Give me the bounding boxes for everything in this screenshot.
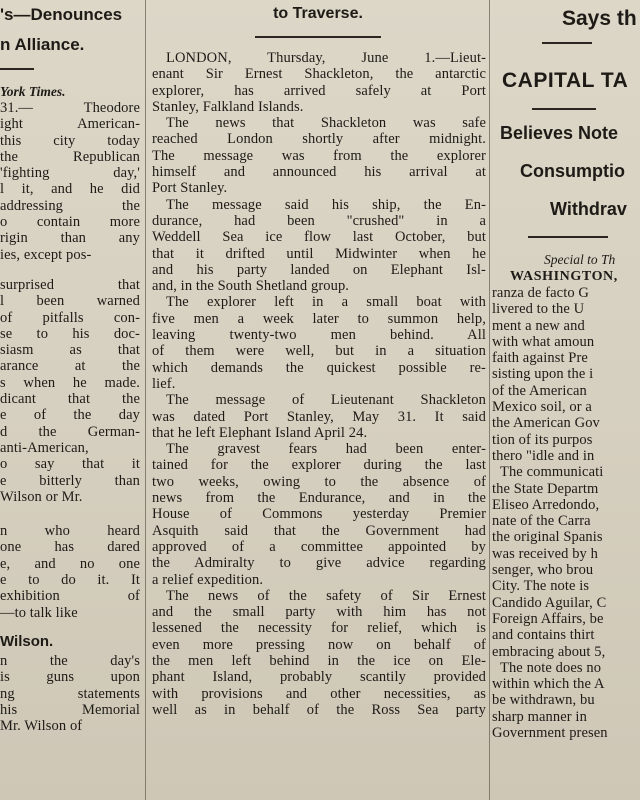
- right-line: ranza de facto G: [492, 285, 589, 301]
- right-line: and contains thirt: [492, 627, 595, 644]
- right-line: Foreign Affairs, be: [492, 610, 604, 627]
- article-line: that it drifted until Midwinter when he: [152, 245, 486, 262]
- right-dateline: WASHINGTON,: [510, 269, 618, 284]
- right-line: was received by h: [492, 545, 598, 562]
- left-line: this city today: [0, 132, 140, 149]
- article-line: leaving twenty-two men behind. All: [152, 327, 486, 344]
- left-headline-1: 's—Denounces: [0, 5, 123, 24]
- left-line: Wilson or Mr.: [0, 488, 83, 505]
- right-line: embracing about 5,: [492, 643, 606, 660]
- article-line: The message was from the explorer: [152, 147, 486, 164]
- article-line: The explorer left in a small boat with: [166, 294, 486, 311]
- article-line: with provisions and other necessities, as: [152, 685, 486, 702]
- right-line: The note does no: [500, 659, 602, 676]
- left-line: n the day's: [0, 652, 140, 669]
- left-line: o say that it: [0, 456, 140, 473]
- article-line: and the small party with him has not: [152, 604, 486, 621]
- left-body-b: [0, 277, 140, 505]
- left-line: ies, except pos-: [0, 246, 92, 263]
- article-line: Asquith said that the Government had: [152, 522, 486, 539]
- article-line: The message of Lieutenant Shackleton: [166, 392, 486, 409]
- article-line: that he left Elephant Island April 24.: [152, 424, 368, 441]
- article-line: two weeks, owing to the absence of: [152, 473, 486, 490]
- column-rule-left: [145, 0, 146, 800]
- article-line: Weddell Sea ice flow last October, but: [152, 229, 486, 246]
- left-line: e bitterly than: [0, 472, 140, 489]
- article-line: lessened the necessity for relief, which is: [152, 620, 486, 637]
- left-line: o contain more: [0, 214, 140, 231]
- left-line: one has dared: [0, 539, 140, 556]
- right-divider-3: [528, 236, 608, 238]
- middle-column: [150, 0, 486, 800]
- right-line: Mexico soil, or a: [492, 399, 592, 416]
- left-line: of pitfalls con-: [0, 309, 140, 326]
- article-line: himself and announced his arrival at: [152, 164, 486, 181]
- right-line: the American Gov: [492, 415, 600, 432]
- left-credit: York Times.: [0, 84, 66, 99]
- left-line: 'fighting day,': [0, 165, 140, 182]
- left-line: surprised that: [0, 276, 140, 293]
- right-line: within which the A: [492, 676, 605, 693]
- left-line: his Memorial: [0, 701, 140, 718]
- left-line: e of the day: [0, 407, 140, 424]
- left-line: addressing the: [0, 197, 140, 214]
- left-body-c: [0, 523, 140, 621]
- right-line: sharp manner in: [492, 708, 587, 725]
- right-line: the State Departm: [492, 480, 599, 497]
- article-line: explorer, has arrived safely at Port: [152, 82, 486, 99]
- column-rule-right: [489, 0, 490, 800]
- left-line: ight American-: [0, 116, 140, 133]
- right-divider-1: [542, 42, 592, 44]
- left-line: s when he made.: [0, 374, 140, 391]
- left-line: e to do it. It: [0, 572, 140, 589]
- left-line: l been warned: [0, 293, 140, 310]
- left-body-a: [0, 100, 140, 263]
- right-headline-1: Says th: [562, 7, 637, 30]
- article-line: The news that Shackleton was safe: [166, 115, 486, 132]
- article-line: and his party landed on Elephant Isl-: [152, 261, 486, 278]
- right-line: the original Spanis: [492, 529, 603, 546]
- right-line: ment a new and: [492, 317, 585, 334]
- left-line: the Republican: [0, 148, 140, 165]
- right-special-credit: Special to Th: [544, 252, 616, 267]
- article-line: even more pressing now on behalf of: [152, 636, 486, 653]
- left-line: —to talk like: [0, 604, 78, 621]
- right-headline-2: CAPITAL TA: [502, 69, 629, 92]
- left-line: rigin than any: [0, 230, 140, 247]
- right-line: faith against Pre: [492, 350, 588, 367]
- middle-divider: [255, 36, 381, 38]
- article-line: Port Stanley.: [152, 180, 228, 197]
- right-line: of the American: [492, 382, 587, 399]
- right-line: Government presen: [492, 725, 608, 742]
- left-subhead: Wilson.: [0, 632, 54, 650]
- left-line: 31.— Theodore: [0, 100, 140, 116]
- right-line: Eliseo Arredondo,: [492, 496, 600, 513]
- left-line: d the German-: [0, 423, 140, 440]
- article-line: reached London shortly after midnight.: [152, 131, 486, 148]
- article-line: durance, had been "crushed" in a: [152, 212, 486, 229]
- article-line: well as in behalf of the Ross Sea party: [152, 701, 486, 718]
- left-line: e, and no one: [0, 555, 140, 572]
- right-line: senger, who brou: [492, 562, 594, 579]
- shackleton-article: [150, 50, 486, 718]
- right-line: City. The note is: [492, 578, 590, 595]
- left-line: n who heard: [0, 523, 140, 540]
- article-line: The message said his ship, the En-: [166, 196, 486, 213]
- left-line: anti-American,: [0, 439, 89, 456]
- right-line: Candido Aguilar, C: [492, 594, 607, 611]
- article-line: news from the Endurance, and in the: [152, 490, 486, 507]
- right-divider-2: [532, 108, 596, 110]
- article-line: tained for the explorer during the last: [152, 457, 486, 474]
- article-line: the men left behind in the ice on Ele-: [152, 652, 486, 669]
- article-line: approved of a committee appointed by: [152, 538, 486, 555]
- right-line: be withdrawn, bu: [492, 692, 595, 709]
- left-line: se to his doc-: [0, 325, 140, 342]
- right-line: nate of the Carra: [492, 513, 591, 530]
- right-deck-3: Withdrav: [550, 199, 627, 219]
- right-line: thero "idle and in: [492, 447, 595, 464]
- left-line: l it, and he did: [0, 181, 140, 198]
- right-line: The communicati: [500, 464, 604, 481]
- article-line: The news of the safety of Sir Ernest: [166, 587, 486, 604]
- right-line: tion of its purpos: [492, 431, 593, 448]
- article-line: phant Island, probably scantily provided: [152, 669, 486, 686]
- left-column: [0, 0, 140, 800]
- article-line: was dated Port Stanley, May 31. It said: [152, 408, 486, 425]
- article-line: of them were well, but in a situation: [152, 343, 486, 360]
- left-line: arance at the: [0, 358, 140, 375]
- right-line: livered to the U: [492, 301, 585, 318]
- article-line: enant Sir Ernest Shackleton, the antarctic: [152, 66, 486, 83]
- right-line: with what amoun: [492, 333, 595, 350]
- article-line: which demands the quickest possible re-: [152, 359, 486, 376]
- right-deck-2: Consumptio: [520, 161, 625, 181]
- left-headline-2: n Alliance.: [0, 35, 85, 54]
- middle-headline: to Traverse.: [273, 5, 363, 22]
- article-line: a relief expedition.: [152, 571, 264, 588]
- right-line: sisting upon the i: [492, 366, 594, 383]
- left-line: Mr. Wilson of: [0, 718, 83, 735]
- article-line: and, in the South Shetland group.: [152, 278, 350, 295]
- left-line: siasm as that: [0, 342, 140, 359]
- article-line: lief.: [152, 375, 176, 392]
- left-line: dicant that the: [0, 391, 140, 408]
- article-line: five men a week later to summon help,: [152, 310, 486, 327]
- article-line: LONDON, Thursday, June 1.—Lieut-: [166, 50, 486, 66]
- left-line: is guns upon: [0, 669, 140, 686]
- left-line: ng statements: [0, 685, 140, 702]
- article-line: The gravest fears had been enter-: [166, 441, 486, 458]
- left-divider: [0, 68, 34, 70]
- left-line: exhibition of: [0, 588, 140, 605]
- article-line: Stanley, Falkland Islands.: [152, 98, 304, 115]
- article-line: the Admiralty to give advice regarding: [152, 555, 486, 572]
- left-body-d: [0, 653, 140, 734]
- article-line: House of Commons yesterday Premier: [152, 506, 486, 523]
- right-body: [492, 285, 640, 741]
- right-column: [492, 0, 640, 800]
- right-deck-1: Believes Note: [500, 123, 619, 143]
